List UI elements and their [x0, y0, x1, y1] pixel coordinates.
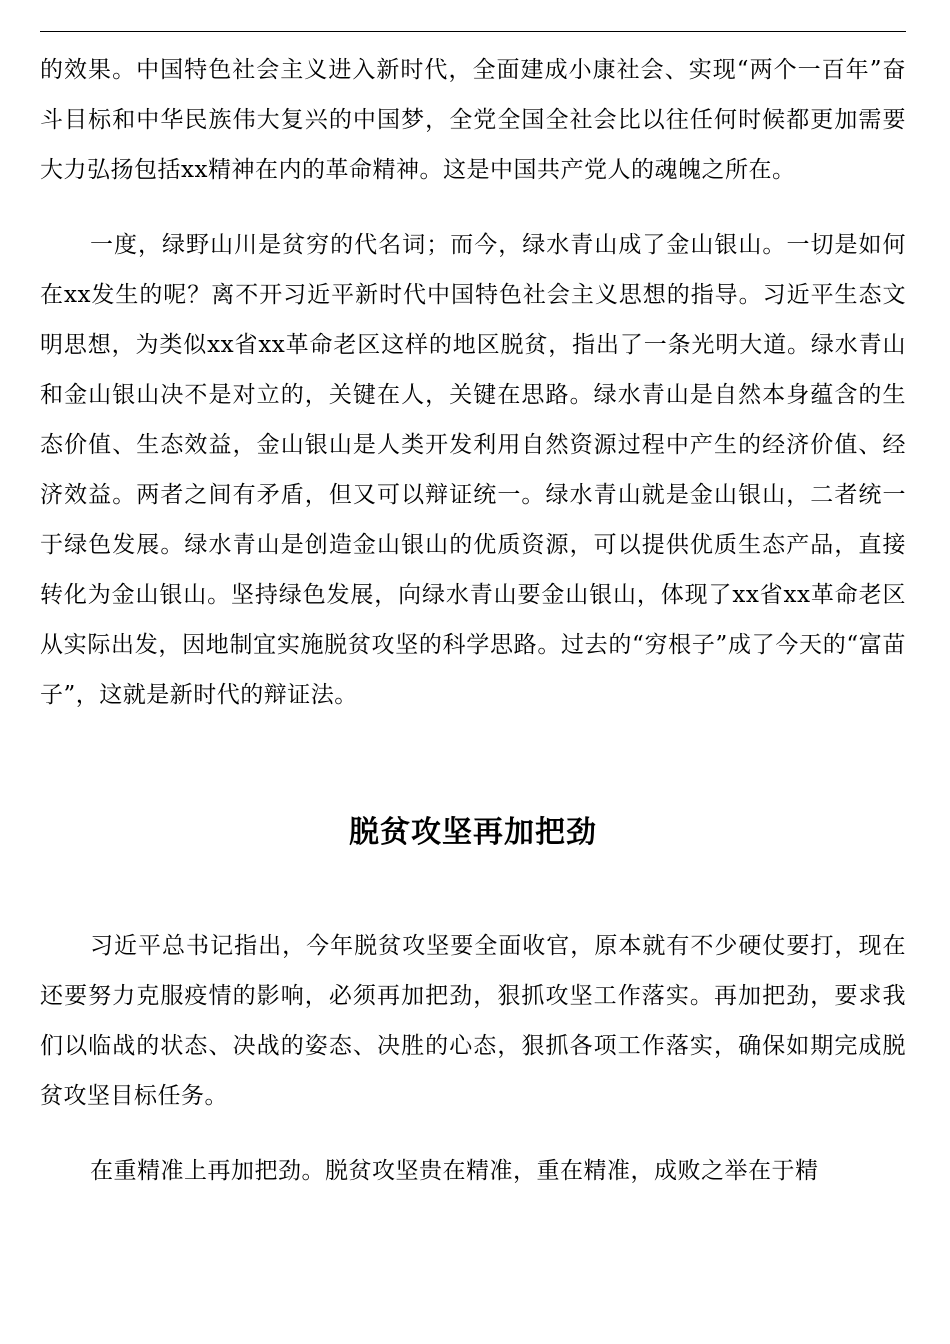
paragraph-continued: 的效果。中国特色社会主义进入新时代，全面建成小康社会、实现“两个一百年”奋斗目标和中华民族伟大复兴的中国梦，全党全国全社会比以往任何时候都更加需要大力弘扬包括xx精神在内的革命精神。这是中国共产党人的魂魄之所在。 [40, 57, 906, 183]
document-body [40, 45, 906, 1196]
paragraph-precision: 在重精准上再加把劲。脱贫攻坚贵在精准，重在精准，成败之举在于精 [90, 1158, 819, 1184]
paragraph-green-mountains: 一度，绿野山川是贫穷的代名词；而今，绿水青山成了金山银山。一切是如何在xx发生的呢？离不开习近平新时代中国特色社会主义思想的指导。习近平生态文明思想，为类似xx省xx革命老区这样的地区脱贫，指出了一条光明大道。绿水青山和金山银山决不是对立的，关键在人，关键在思路。绿水青山是自然本身蕴含的生态价值、生态效益，金山银山是人类开发利用自然资源过程中产生的经济价值、经济效益。两者之间有矛盾，但又可以辩证统一。绿水青山就是金山银山，二者统一于绿色发展。绿水青山是创造金山银山的优质资源，可以提供优质生态产品，直接转化为金山银山。坚持绿色发展，向绿水青山要金山银山，体现了xx省xx革命老区从实际出发，因地制宜实施脱贫攻坚的科学思路。过去的“穷根子”成了今天的“富苗子”，这就是新时代的辩证法。 [40, 232, 906, 708]
header-rule [40, 31, 906, 32]
paragraph-poverty-alleviation: 习近平总书记指出，今年脱贫攻坚要全面收官，原本就有不少硬仗要打，现在还要努力克服疫情的影响，必须再加把劲，狠抓攻坚工作落实。再加把劲，要求我们以临战的状态、决战的姿态、决胜的心态，狠抓各项工作落实，确保如期完成脱贫攻坚目标任务。 [40, 933, 906, 1109]
section-heading: 脱贫攻坚再加把劲 [349, 815, 597, 850]
